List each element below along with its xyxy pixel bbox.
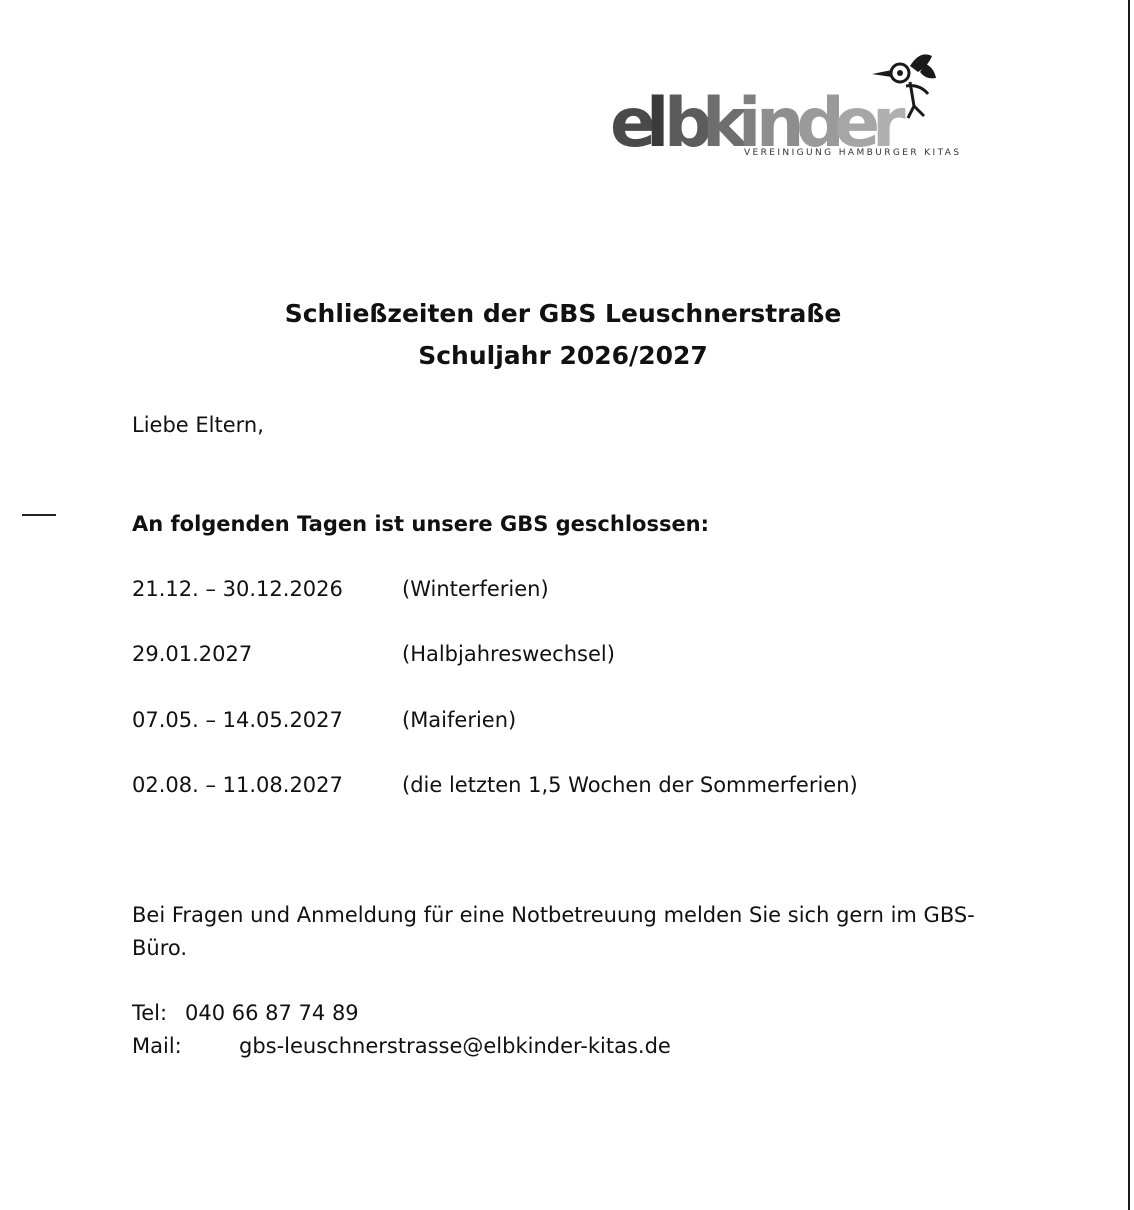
svg-text:b: b <box>664 84 707 162</box>
svg-text:l: l <box>646 84 664 162</box>
closure-reason: (Halbjahreswechsel) <box>402 642 615 666</box>
closures-heading: An folgenden Tagen ist unsere GBS geschlossen: <box>132 512 710 536</box>
svg-text:e: e <box>834 84 875 162</box>
page-subtitle: Schuljahr 2026/2027 <box>418 341 708 370</box>
logo-tagline: VEREINIGUNG HAMBURGER KITAS <box>744 148 962 158</box>
mail-address[interactable]: gbs-leuschnerstrasse@elbkinder-kitas.de <box>239 1034 671 1058</box>
tel-number: 040 66 87 74 89 <box>185 1001 359 1025</box>
closure-date: 29.01.2027 <box>132 642 253 666</box>
info-text-line1: Bei Fragen und Anmeldung für eine Notbetreuung melden Sie sich gern im GBS- <box>132 903 975 927</box>
svg-text:e: e <box>610 84 651 162</box>
mail-label: Mail: <box>132 1034 182 1058</box>
closure-date: 07.05. – 14.05.2027 <box>132 708 343 732</box>
tel-label: Tel: <box>132 1001 168 1025</box>
page-title: Schließzeiten der GBS Leuschnerstraße <box>284 299 842 328</box>
closure-date: 21.12. – 30.12.2026 <box>132 577 343 601</box>
page-edge <box>1128 0 1130 1210</box>
closure-reason: (Maiferien) <box>402 708 517 732</box>
svg-text:n: n <box>756 84 799 162</box>
closure-date: 02.08. – 11.08.2027 <box>132 773 343 797</box>
svg-text:r: r <box>872 84 900 162</box>
svg-text:i: i <box>738 84 756 162</box>
svg-text:k: k <box>702 84 742 162</box>
info-text-line2: Büro. <box>132 936 188 960</box>
closure-reason: (die letzten 1,5 Wochen der Sommerferien) <box>402 773 858 797</box>
svg-text:d: d <box>796 84 839 162</box>
closure-reason: (Winterferien) <box>402 577 549 601</box>
greeting: Liebe Eltern, <box>132 413 264 437</box>
margin-mark <box>22 514 56 516</box>
logo-graphic <box>610 46 990 162</box>
elbkinder-logo <box>610 46 990 162</box>
